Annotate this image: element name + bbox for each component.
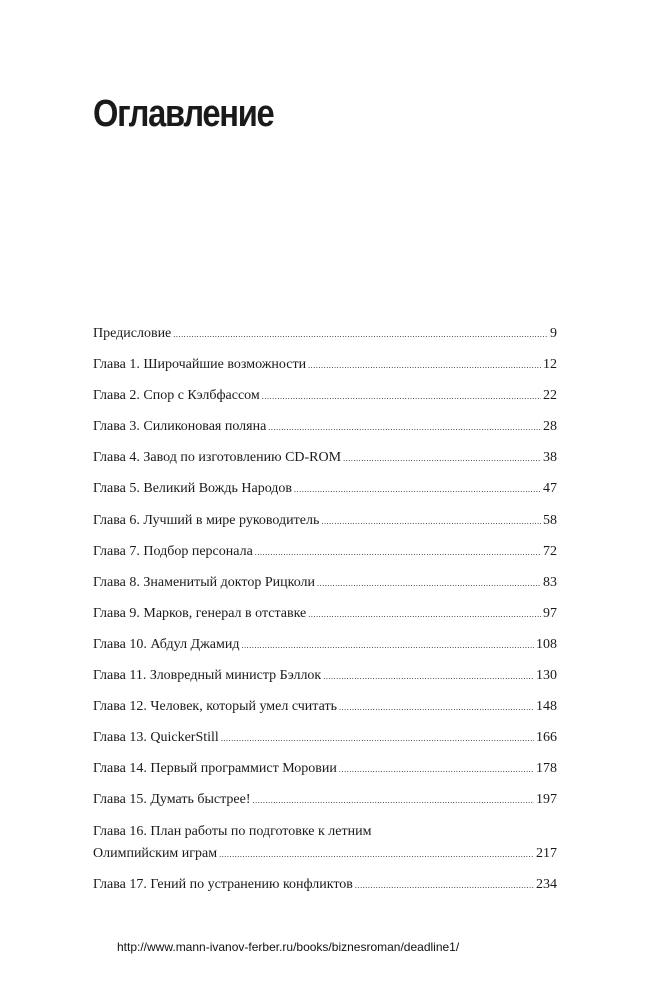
dot-leader xyxy=(253,790,535,812)
toc-entry-chapter-16 xyxy=(93,821,557,865)
dot-leader xyxy=(268,417,541,439)
toc-entry-chapter-4 xyxy=(93,447,557,469)
dot-leader xyxy=(339,697,534,719)
dot-leader xyxy=(355,875,534,897)
toc-entry-label: Глава 7. Подбор персонала xyxy=(93,543,253,559)
dot-leader xyxy=(219,844,534,866)
dot-leader xyxy=(294,479,541,501)
toc-entry-page: 217 xyxy=(536,845,557,861)
dot-leader xyxy=(343,448,541,470)
toc-entry-chapter-9 xyxy=(93,603,557,625)
toc-entry-page: 108 xyxy=(536,636,557,652)
toc-entry-label: Глава 6. Лучший в мире руководитель xyxy=(93,512,320,528)
toc-entry-label: Глава 10. Абдул Джамид xyxy=(93,636,240,652)
dot-leader xyxy=(323,666,534,688)
dot-leader xyxy=(321,511,541,533)
toc-entry-chapter-14 xyxy=(93,758,557,780)
toc-entry-page: 166 xyxy=(536,730,557,746)
toc-entry-label: Глава 3. Силиконовая поляна xyxy=(93,419,267,435)
toc-entry-page: 130 xyxy=(536,668,557,684)
toc-entry-page: 178 xyxy=(536,761,557,777)
toc-entry-page: 47 xyxy=(543,481,557,497)
toc-entry-label: Глава 5. Великий Вождь Народов xyxy=(93,481,293,497)
toc-entry-page: 72 xyxy=(543,543,557,559)
toc-entry-page: 9 xyxy=(550,326,557,341)
table-of-contents xyxy=(93,323,557,905)
toc-entry-page: 22 xyxy=(543,388,557,404)
toc-entry-chapter-11 xyxy=(93,665,557,687)
toc-entry-label: Глава 8. Знаменитый доктор Рицколи xyxy=(93,574,316,590)
dot-leader xyxy=(339,759,534,781)
toc-entry-chapter-3 xyxy=(93,416,557,438)
toc-entry-chapter-17 xyxy=(93,874,557,896)
dot-leader xyxy=(308,604,541,626)
toc-entry-label: Глава 14. Первый программист Моровии xyxy=(93,761,337,777)
toc-entry-label: Глава 4. Завод по изготовлению CD-ROM xyxy=(93,450,342,466)
toc-entry-page: 97 xyxy=(543,605,557,621)
toc-entry-label: Предисловие xyxy=(93,326,172,341)
toc-entry-chapter-2 xyxy=(93,385,557,407)
dot-leader xyxy=(255,542,541,564)
toc-entry-chapter-8 xyxy=(93,572,557,594)
toc-entry-page: 58 xyxy=(543,512,557,528)
toc-entry-page: 28 xyxy=(543,419,557,435)
toc-entry-chapter-10 xyxy=(93,634,557,656)
toc-entry-chapter-13 xyxy=(93,727,557,749)
toc-entry-label: Олимпийским играм xyxy=(93,845,218,861)
toc-entry-chapter-12 xyxy=(93,696,557,718)
toc-entry-label: Глава 9. Марков, генерал в отставке xyxy=(93,605,307,621)
toc-entry-preface xyxy=(93,323,557,345)
toc-entry-label: Глава 17. Гений по устранению конфликтов xyxy=(93,876,353,892)
toc-entry-label: Глава 13. QuickerStill xyxy=(93,730,219,746)
toc-entry-label: Глава 11. Зловредный министр Бэллок xyxy=(93,668,322,684)
toc-entry-page: 83 xyxy=(543,574,557,590)
dot-leader xyxy=(262,386,541,408)
toc-entry-page: 12 xyxy=(543,357,557,373)
toc-entry-chapter-5 xyxy=(93,478,557,500)
toc-entry-page: 197 xyxy=(536,792,557,808)
toc-entry-label: Глава 15. Думать быстрее! xyxy=(93,792,251,808)
toc-entry-chapter-7 xyxy=(93,541,557,563)
toc-entry-page: 234 xyxy=(536,876,557,892)
dot-leader xyxy=(308,355,541,377)
page-title: Оглавление xyxy=(93,93,274,135)
toc-entry-chapter-1 xyxy=(93,354,557,376)
dot-leader xyxy=(221,728,534,750)
toc-entry-label-line-1: Глава 16. План работы по подготовке к летним xyxy=(93,823,372,839)
toc-entry-label: Глава 2. Спор с Кэлбфассом xyxy=(93,388,260,404)
dot-leader xyxy=(317,573,541,595)
dot-leader xyxy=(241,635,534,657)
toc-entry-page: 148 xyxy=(536,699,557,715)
toc-entry-page: 38 xyxy=(543,450,557,466)
toc-entry-label: Глава 12. Человек, который умел считать xyxy=(93,699,337,715)
footer-url[interactable]: http://www.mann-ivanov-ferber.ru/books/biznesroman/deadline1/ xyxy=(117,940,460,954)
toc-entry-chapter-6 xyxy=(93,510,557,532)
toc-entry-label: Глава 1. Широчайшие возможности xyxy=(93,357,307,373)
dot-leader xyxy=(173,324,548,346)
toc-entry-chapter-15 xyxy=(93,789,557,811)
